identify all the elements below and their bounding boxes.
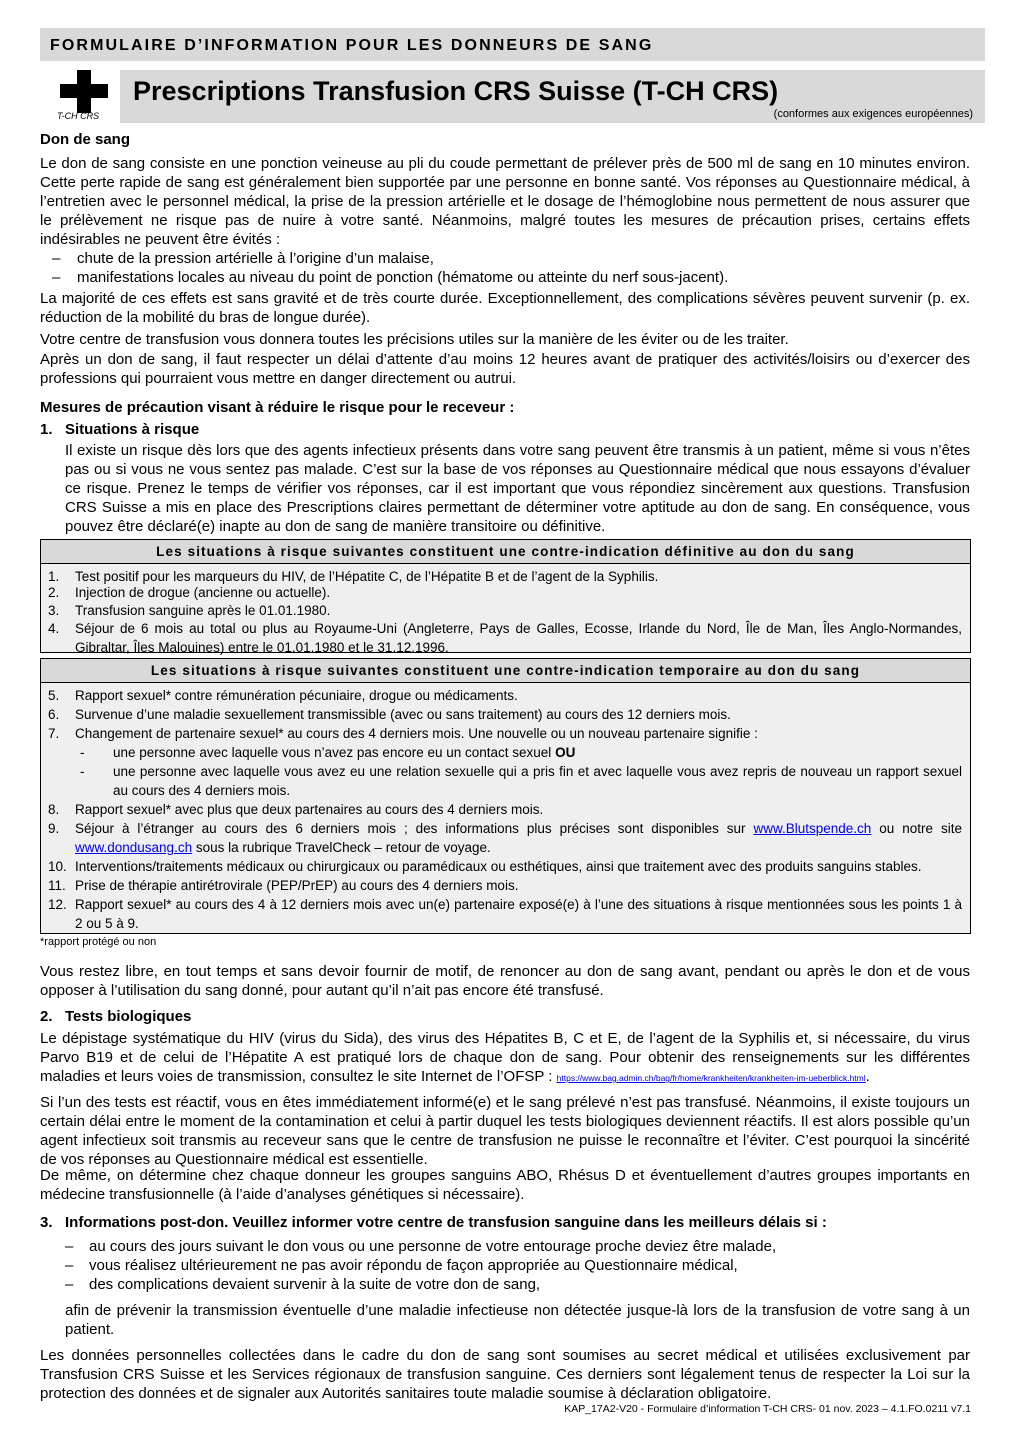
tests-paragraph-3: De même, on détermine chez chaque donneur les groupes sanguins ABO, Rhésus D et éventuellement d’autres groupes importants en médecine transfusionnelle (à l’aide d’analyses génétiques si nécessaire). bbox=[40, 1167, 970, 1203]
item-number: 5. bbox=[48, 688, 60, 703]
subsection-title-situations: Situations à risque bbox=[65, 421, 200, 438]
list-item: Séjour à l’étranger au cours des 6 derniers mois ; des informations plus précises sont disponibles sur www.Blutspende.ch ou notre site www.dondusang.ch sous la rubrique TravelCheck – retour de voyage. bbox=[75, 821, 962, 855]
list-item: Prise de thérapie antirétrovirale (PEP/PrEP) au cours des 4 derniers mois. bbox=[75, 878, 519, 893]
don-paragraph-4: Après un don de sang, il faut respecter un délai d’attente d’au moins 12 heures avant de pratiquer des activités/loisirs ou d’exercer des professions qui pourraient vous mettre en danger directement ou autrui. bbox=[40, 351, 970, 387]
section-number: 1. bbox=[40, 421, 53, 438]
blutspende-link[interactable]: www.Blutspende.ch bbox=[753, 821, 872, 836]
list-item: des complications devaient survenir à la suite de votre don de sang, bbox=[89, 1276, 541, 1293]
temporary-box-heading: Les situations à risque suivantes constituent une contre-indication temporaire au don du sang bbox=[41, 659, 970, 683]
don-paragraph-2: La majorité de ces effets est sans gravité et de très courte durée. Exceptionnellement, des complications sévères peuvent survenir (p. ex. réduction de la mobilité du bras de longue durée). bbox=[40, 290, 970, 326]
list-item: Interventions/traitements médicaux ou chirurgicaux ou paramédicaux ou esthétiques, ainsi que traitement avec des produits sanguins stables. bbox=[75, 859, 922, 874]
sub-dash-icon: - bbox=[80, 745, 85, 760]
list-item: manifestations locales au niveau du point de ponction (hématome ou atteinte du nerf sous-jacent). bbox=[77, 269, 729, 286]
don-paragraph-3: Votre centre de transfusion vous donnera toutes les précisions utiles sur la manière de les éviter ou de les traiter. bbox=[40, 331, 789, 348]
definitive-box-heading: Les situations à risque suivantes constituent une contre-indication définitive au don du sang bbox=[41, 540, 970, 564]
list-item: Transfusion sanguine après le 01.01.1980. bbox=[75, 603, 331, 618]
red-cross-logo-icon bbox=[60, 70, 108, 113]
item-number: 10. bbox=[48, 859, 67, 874]
list-item: une personne avec laquelle vous n’avez pas encore eu un contact sexuel OU bbox=[113, 745, 576, 760]
document-footer: KAP_17A2-V20 - Formulaire d’information T-CH CRS- 01 nov. 2023 – 4.1.FO.0211 v7.1 bbox=[564, 1403, 971, 1415]
list-item: Rapport sexuel* au cours des 4 à 12 derniers mois avec un(e) partenaire exposé(e) à l’une des situations à risque mentionnées sous les points 1 à 2 ou 5 à 9. bbox=[75, 897, 962, 931]
list-item: au cours des jours suivant le don vous ou une personne de votre entourage proche deviez être malade, bbox=[89, 1238, 777, 1255]
dash-icon: – bbox=[52, 269, 61, 286]
form-title: FORMULAIRE D’INFORMATION POUR LES DONNEURS DE SANG bbox=[50, 37, 654, 54]
donnees-paragraph: Les données personnelles collectées dans le cadre du don de sang sont soumises au secret médical et utilisées exclusivement par Transfusion CRS Suisse et les Services régionaux de transfusion sanguine. Ces derniers sont légalement tenus de respecter la Loi sur la protection des données et de signaler aux Autorités sanitaires toute maladie soumise à déclaration obligatoire. bbox=[40, 1347, 970, 1402]
tests-paragraph-1: Le dépistage systématique du HIV (virus du Sida), des virus des Hépatites B, C et E, de l’agent de la Syphilis et, si nécessaire, du virus Parvo B19 et de celui de l’Hépatite A est pratiqué lors de chaque don de sang. Pour obtenir des renseignements sur les différentes maladies et leurs voies de transmission, consultez le site Internet de l’OFSP : https://www.bag.admin.ch/bag/fr/home/krankheiten/krankheiten-im-ueberblick.html. bbox=[40, 1030, 970, 1085]
situations-paragraph: Il existe un risque dès lors que des agents infectieux présents dans votre sang peuvent être transmis à un patient, même si vous n’êtes pas ou si vous ne vous sentez pas malade. C’est sur la base de vos réponses au Questionnaire médical que nous essayons d’évaluer ce risque. Prenez le temps de vérifier vos réponses, car il est important que vous répondiez sincèrement aux questions. Transfusion CRS Suisse a mis en place des Prescriptions claires permettant de déterminer votre aptitude au don de sang. En conséquence, vous pouvez être déclaré(e) inapte au don de sang de manière transitoire ou définitive. bbox=[65, 442, 970, 535]
list-item: Rapport sexuel* avec plus que deux partenaires au cours des 4 derniers mois. bbox=[75, 802, 544, 817]
dash-icon: – bbox=[65, 1276, 74, 1293]
list-item: chute de la pression artérielle à l’origine d’un malaise, bbox=[77, 250, 434, 267]
subsection-title-tests: Tests biologiques bbox=[65, 1008, 192, 1025]
item-number: 4. bbox=[48, 621, 60, 636]
item-number: 11. bbox=[48, 878, 66, 893]
tests-paragraph-2: Si l’un des tests est réactif, vous en êtes immédiatement informé(e) et le sang prélevé n’est pas transfusé. Néanmoins, il existe toujours un certain délai entre le moment de la contamination et celui à partir duquel les tests biologiques deviennent réactifs. Il est alors possible qu’un agent infectieux soit transmis au receveur sans que le centre de transfusion ne puisse le reconnaître et l’éviter. C’est pourquoi la sincérité de vos réponses au Questionnaire médical est essentielle. bbox=[40, 1094, 970, 1168]
page-title: Prescriptions Transfusion CRS Suisse (T-CH CRS) bbox=[133, 76, 779, 106]
don-paragraph-1: Le don de sang consiste en une ponction veineuse au pli du coude permettant de prélever près de 500 ml de sang en 10 minutes environ. Cette perte rapide de sang est généralement bien supportée par une personne en bonne santé. Vos réponses au Questionnaire médical, à l’entretien avec le personnel médical, la prise de la pression artérielle et le dosage de l’hémoglobine nous permettent de nous assurer que le prélèvement ne risque pas de nuire à votre santé. Néanmoins, malgré toutes les mesures de précaution prises, certains effets indésirables ne peuvent être évités : bbox=[40, 155, 970, 248]
list-item: vous réalisez ultérieurement ne pas avoir répondu de façon appropriée au Questionnaire médical, bbox=[89, 1257, 738, 1274]
section-number: 3. bbox=[40, 1214, 53, 1231]
dash-icon: – bbox=[65, 1257, 74, 1274]
post-don-paragraph: afin de prévenir la transmission éventuelle d’une maladie infectieuse non détectée jusque-là lors de la transfusion de votre sang à un patient. bbox=[65, 1302, 970, 1338]
list-item: Injection de drogue (ancienne ou actuelle). bbox=[75, 585, 331, 600]
ofsp-link[interactable]: https://www.bag.admin.ch/bag/fr/home/krankheiten/krankheiten-im-ueberblick.html bbox=[556, 1073, 866, 1083]
dondusang-link[interactable]: www.dondusang.ch bbox=[75, 840, 193, 855]
list-item: Rapport sexuel* contre rémunération pécuniaire, drogue ou médicaments. bbox=[75, 688, 518, 703]
list-item: Changement de partenaire sexuel* au cours des 4 derniers mois. Une nouvelle ou un nouveau partenaire signifie : bbox=[75, 726, 758, 741]
item-number: 7. bbox=[48, 726, 60, 741]
list-item: Survenue d’une maladie sexuellement transmissible (avec ou sans traitement) au cours des 12 derniers mois. bbox=[75, 707, 731, 722]
item-number: 1. bbox=[48, 569, 60, 584]
dash-icon: – bbox=[65, 1238, 74, 1255]
sub-dash-icon: - bbox=[80, 764, 85, 779]
item-number: 3. bbox=[48, 603, 60, 618]
item-number: 9. bbox=[48, 821, 60, 836]
item-number: 8. bbox=[48, 802, 60, 817]
libre-paragraph: Vous restez libre, en tout temps et sans devoir fournir de motif, de renoncer au don de sang avant, pendant ou après le don et de vous opposer à l’utilisation du sang donné, pour autant qu’il n’ait pas encore été transfusé. bbox=[40, 963, 970, 999]
dash-icon: – bbox=[52, 250, 61, 267]
section-heading-mesures: Mesures de précaution visant à réduire le risque pour le receveur : bbox=[40, 399, 515, 416]
logo-caption: T-CH CRS bbox=[57, 111, 100, 121]
list-item: Test positif pour les marqueurs du HIV, de l’Hépatite C, de l’Hépatite B et de l’agent de la Syphilis. bbox=[75, 569, 659, 584]
footnote: *rapport protégé ou non bbox=[40, 936, 157, 948]
section-heading-don: Don de sang bbox=[40, 131, 131, 148]
item-number: 2. bbox=[48, 585, 60, 600]
page-subtitle: (conformes aux exigences européennes) bbox=[773, 108, 973, 120]
section-number: 2. bbox=[40, 1008, 53, 1025]
list-item: Séjour de 6 mois au total ou plus au Royaume-Uni (Angleterre, Pays de Galles, Ecosse, Irlande du Nord, Île de Man, Îles Anglo-Normandes, Gibraltar, Îles Malouines) entre le 01.01.1980 et le 31.12.1996. bbox=[75, 621, 962, 655]
subsection-title-post-don: Informations post-don. Veuillez informer votre centre de transfusion sanguine dans les meilleurs délais si : bbox=[65, 1214, 827, 1231]
item-number: 12. bbox=[48, 897, 67, 912]
item-number: 6. bbox=[48, 707, 60, 722]
list-item: une personne avec laquelle vous avez eu une relation sexuelle qui a pris fin et avec laquelle vous avez repris de nouveau un rapport sexuel au cours des 4 derniers mois. bbox=[113, 764, 962, 798]
